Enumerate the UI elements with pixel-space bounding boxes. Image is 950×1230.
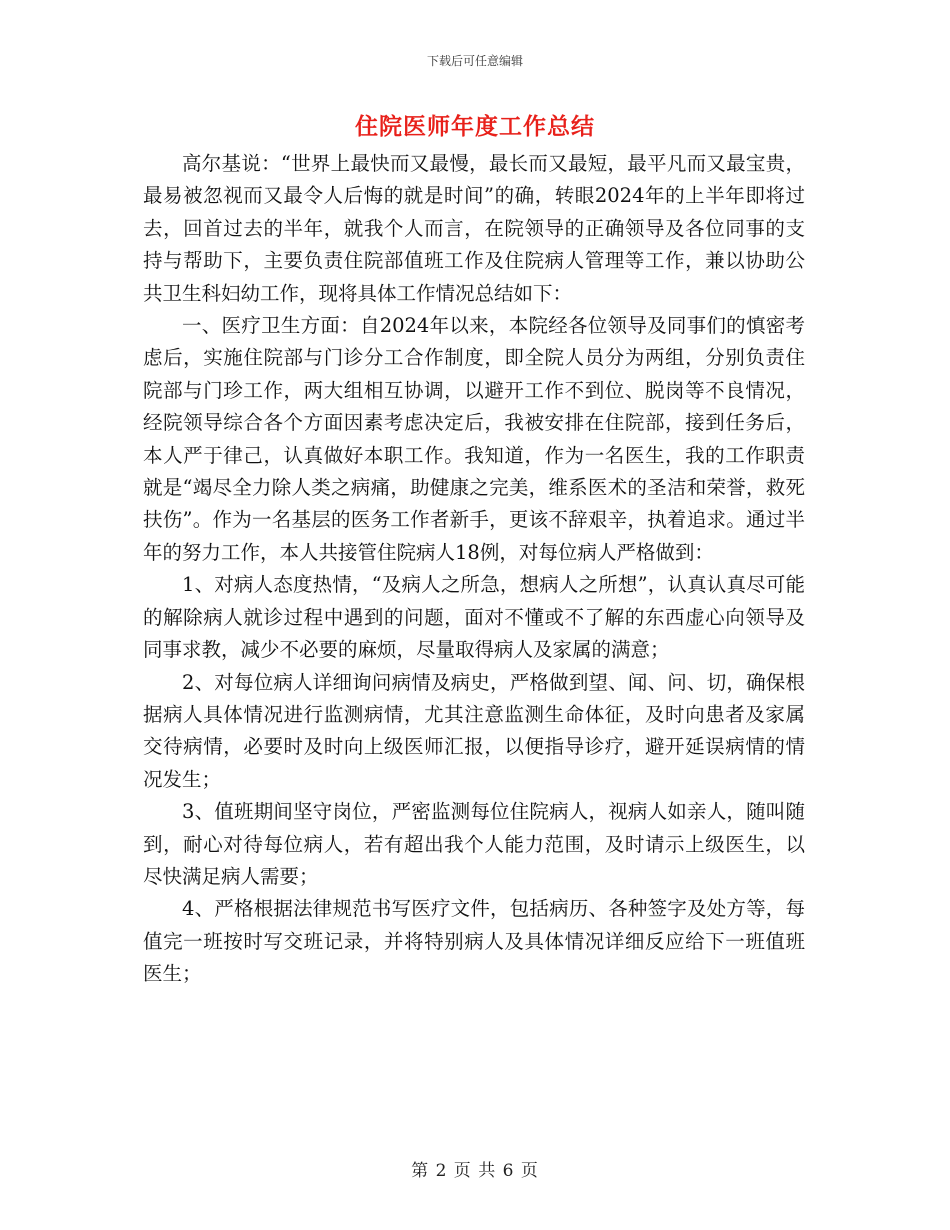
page-footer: 第 2 页 共 6 页 <box>411 1161 539 1181</box>
document-body <box>143 148 805 991</box>
paragraph-medical: 一、医疗卫生方面：自2024年以来，本院经各位领导及同事们的慎密考虑后，实施住院部与门诊分工合作制度，即全院人员分为两组，分别负责住院部与门珍工作，两大组相互协调，以避开工作不到位、脱岗等不良情况，经院领导综合各个方面因素考虑决定后，我被安排在住院部，接到任务后，本人严于律己，认真做好本职工作。我知道，作为一名医生，我的工作职责就是“竭尽全力除人类之病痛，助健康之完美，维系医术的圣洁和荣誉，救死扶伤”。作为一名基层的医务工作者新手，更该不辞艰辛，执着追求。通过半年的努力工作，本人共接管住院病人18例，对每位病人严格做到： <box>143 314 805 564</box>
paragraph-item-2: 2、对每位病人详细询问病情及病史，严格做到望、闻、问、切，确保根据病人具体情况进行监测病情，尤其注意监测生命体征，及时向患者及家属交待病情，必要时及时向上级医师汇报，以便指导诊疗，避开延误病情的情况发生； <box>143 670 805 791</box>
paragraph-intro: 高尔基说：“世界上最快而又最慢，最长而又最短，最平凡而又最宝贵，最易被忽视而又最令人后悔的就是时间”的确，转眼2024年的上半年即将过去，回首过去的半年，就我个人而言，在院领导的正确领导及各位同事的支持与帮助下，主要负责住院部值班工作及住院病人管理等工作，兼以协助公共卫生科妇幼工作，现将具体工作情况总结如下： <box>143 152 805 305</box>
paragraph-item-1: 1、对病人态度热情，“及病人之所急，想病人之所想”，认真认真尽可能的解除病人就诊过程中遇到的问题，面对不懂或不了解的东西虚心向领导及同事求教，减少不必要的麻烦，尽量取得病人及家属的满意； <box>143 573 805 662</box>
paragraph-item-4: 4、严格根据法律规范书写医疗文件，包括病历、各种签字及处方等，每值完一班按时写交班记录，并将特别病人及具体情况详细反应给下一班值班医生； <box>143 897 805 986</box>
header-note: 下载后可任意编辑 <box>426 54 523 68</box>
document-title: 住院医师年度工作总结 <box>355 113 595 140</box>
paragraph-item-3: 3、值班期间坚守岗位，严密监测每位住院病人，视病人如亲人，随叫随到，耐心对待每位病人，若有超出我个人能力范围，及时请示上级医生，以尽快满足病人需要； <box>143 800 805 888</box>
